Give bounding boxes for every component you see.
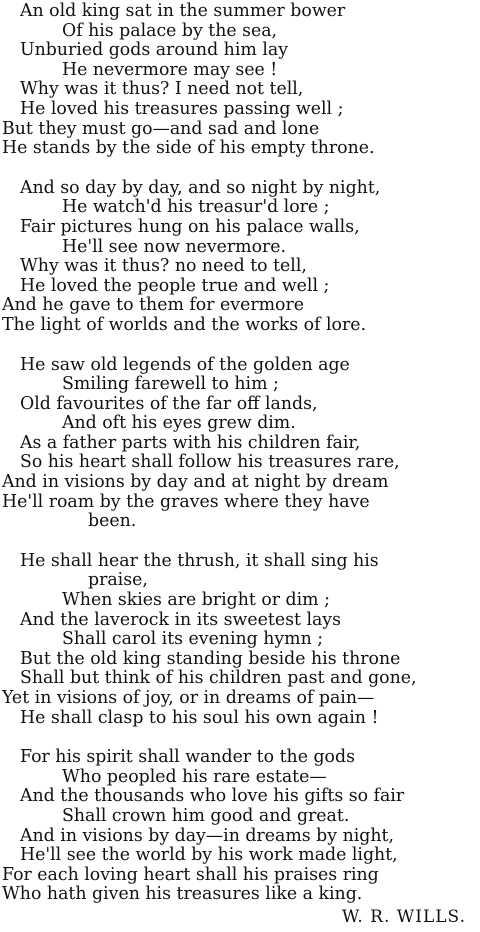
- poem-line: Shall carol its evening hymn ;: [62, 629, 324, 650]
- poem-line: He'll see the world by his work made light,: [20, 845, 398, 866]
- poem-stanza: [0, 552, 480, 728]
- poem-line: And oft his eyes grew dim.: [62, 413, 296, 434]
- poem-line: For each loving heart shall his praises ring: [2, 864, 379, 885]
- poem-line: He nevermore may see !: [62, 59, 278, 80]
- poem-line: Yet in visions of joy, or in dreams of pain—: [2, 688, 375, 708]
- poem-line: As a father parts with his children fair,: [20, 432, 361, 453]
- poem-line: And the thousands who love his gifts so fair: [20, 786, 405, 807]
- poem-line: An old king sat in the summer bower: [20, 1, 346, 21]
- poem-line: So his heart shall follow his treasures rare,: [20, 452, 400, 473]
- poem-line: But they must go—and sad and lone: [2, 118, 320, 139]
- poem-line: Why was it thus? I need not tell,: [20, 79, 304, 100]
- poem-line: been.: [88, 511, 137, 532]
- poem-stanza: [0, 179, 480, 336]
- poem-line: When skies are bright or dim ;: [62, 590, 330, 611]
- poem-line: Who peopled his rare estate—: [62, 766, 327, 787]
- poem-line: Smiling farewell to him ;: [62, 374, 279, 395]
- poem-line: He saw old legends of the golden age: [20, 354, 350, 375]
- poem-line: Who hath given his treasures like a king.: [2, 884, 363, 905]
- poem-line: He shall clasp to his soul his own again !: [20, 707, 379, 728]
- poem-stanza: [0, 2, 480, 159]
- poem-line: Fair pictures hung on his palace walls,: [20, 216, 360, 237]
- poem-line: Shall crown him good and great.: [62, 805, 350, 826]
- poem-line: And so day by day, and so night by night,: [20, 177, 381, 198]
- poem-line: He'll see now nevermore.: [62, 236, 287, 257]
- poem-line: Unburied gods around him lay: [20, 40, 288, 61]
- poem-line: And in visions by day and at night by dream: [2, 472, 389, 493]
- poem-stanza: [0, 356, 480, 532]
- poem-line: Shall but think of his children past and gone,: [20, 668, 417, 689]
- poem-line: But the old king standing beside his throne: [20, 648, 401, 669]
- poem-line: For his spirit shall wander to the gods: [20, 747, 355, 768]
- poem-line: praise,: [88, 570, 148, 591]
- poem-line: And in visions by day—in dreams by night,: [20, 825, 394, 846]
- poem-line: He shall hear the thrush, it shall sing his: [20, 550, 379, 571]
- author-signature: W. R. WILLS.: [341, 907, 466, 927]
- poem-line: And he gave to them for evermore: [2, 295, 305, 316]
- poem-line: He loved his treasures passing well ;: [20, 98, 344, 119]
- poem-line: He'll roam by the graves where they have: [2, 491, 370, 512]
- poem-line: He stands by the side of his empty throne.: [2, 138, 375, 159]
- poem-line: He watch'd his treasur'd lore ;: [62, 197, 330, 218]
- poem-stanza: [0, 748, 480, 905]
- poem-line: The light of worlds and the works of lore.: [2, 314, 367, 335]
- poem-line: Of his palace by the sea,: [62, 20, 278, 41]
- poem-line: And the laverock in its sweetest lays: [20, 609, 341, 630]
- poem-stanzas: [0, 2, 480, 905]
- poem-line: Why was it thus? no need to tell,: [20, 256, 307, 277]
- poem-line: Old favourites of the far off lands,: [20, 393, 318, 414]
- poem-line: He loved the people true and well ;: [20, 275, 330, 296]
